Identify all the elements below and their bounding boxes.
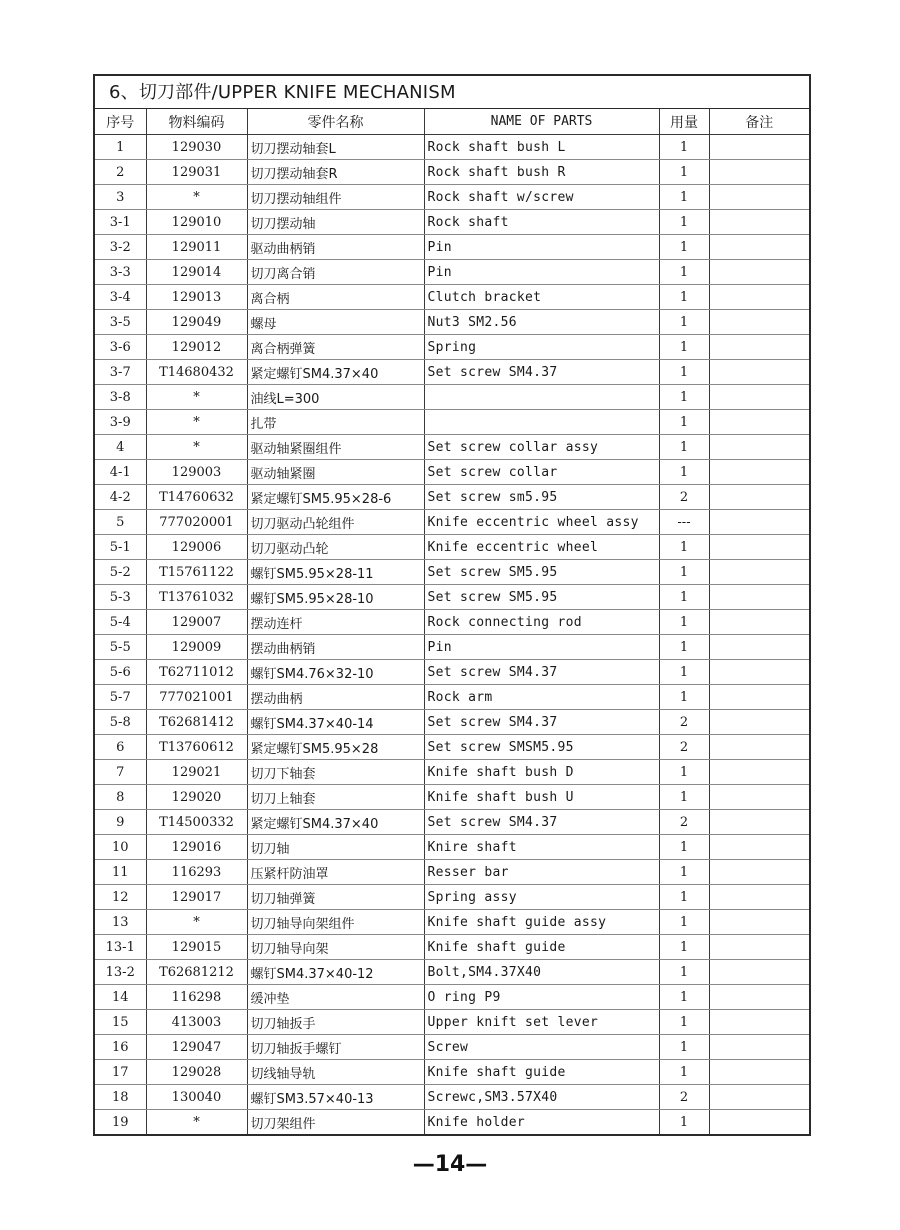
cell-code: 129015 bbox=[146, 935, 247, 960]
table-row bbox=[95, 310, 809, 335]
parts-list-page bbox=[93, 74, 811, 1136]
cell-seq: 3-6 bbox=[95, 335, 146, 360]
table-row bbox=[95, 435, 809, 460]
cell-note bbox=[709, 735, 809, 760]
cell-cn-name: 螺钉SM5.95×28-11 bbox=[247, 560, 424, 585]
cell-en-name: Rock shaft bush L bbox=[424, 135, 659, 160]
table-row bbox=[95, 535, 809, 560]
cell-qty: 1 bbox=[659, 460, 709, 485]
table-row bbox=[95, 610, 809, 635]
cell-en-name: O ring P9 bbox=[424, 985, 659, 1010]
cell-qty: 2 bbox=[659, 1085, 709, 1110]
cell-seq: 5-7 bbox=[95, 685, 146, 710]
cell-code: 777021001 bbox=[146, 685, 247, 710]
cell-qty: 1 bbox=[659, 360, 709, 385]
cell-cn-name: 螺钉SM3.57×40-13 bbox=[247, 1085, 424, 1110]
cell-qty: 1 bbox=[659, 985, 709, 1010]
cell-seq: 5-8 bbox=[95, 710, 146, 735]
cell-note bbox=[709, 410, 809, 435]
table-row bbox=[95, 635, 809, 660]
cell-cn-name: 切刀架组件 bbox=[247, 1110, 424, 1135]
cell-seq: 8 bbox=[95, 785, 146, 810]
cell-cn-name: 切刀轴扳手 bbox=[247, 1010, 424, 1035]
cell-en-name: Set screw SM4.37 bbox=[424, 810, 659, 835]
cell-note bbox=[709, 1060, 809, 1085]
table-row bbox=[95, 385, 809, 410]
table-row bbox=[95, 710, 809, 735]
cell-code: * bbox=[146, 1110, 247, 1135]
cell-cn-name: 切刀轴弹簧 bbox=[247, 885, 424, 910]
cell-en-name bbox=[424, 410, 659, 435]
table-row bbox=[95, 985, 809, 1010]
cell-code: 129017 bbox=[146, 885, 247, 910]
cell-note bbox=[709, 1010, 809, 1035]
cell-cn-name: 压紧杆防油罩 bbox=[247, 860, 424, 885]
cell-cn-name: 驱动轴紧圈 bbox=[247, 460, 424, 485]
cell-code: 129030 bbox=[146, 135, 247, 160]
header-en-name: NAME OF PARTS bbox=[424, 109, 659, 135]
cell-qty: 1 bbox=[659, 385, 709, 410]
cell-seq: 18 bbox=[95, 1085, 146, 1110]
header-cn-name: 零件名称 bbox=[247, 109, 424, 135]
cell-cn-name: 驱动曲柄销 bbox=[247, 235, 424, 260]
cell-seq: 5-6 bbox=[95, 660, 146, 685]
cell-en-name: Knife shaft guide bbox=[424, 935, 659, 960]
cell-cn-name: 螺钉SM5.95×28-10 bbox=[247, 585, 424, 610]
cell-en-name: Set screw collar assy bbox=[424, 435, 659, 460]
cell-seq: 2 bbox=[95, 160, 146, 185]
cell-en-name: Knife shaft bush D bbox=[424, 760, 659, 785]
table-row bbox=[95, 485, 809, 510]
cell-qty: 1 bbox=[659, 535, 709, 560]
cell-qty: 1 bbox=[659, 935, 709, 960]
cell-en-name: Pin bbox=[424, 260, 659, 285]
cell-code: T15761122 bbox=[146, 560, 247, 585]
cell-seq: 7 bbox=[95, 760, 146, 785]
cell-note bbox=[709, 835, 809, 860]
cell-qty: 1 bbox=[659, 960, 709, 985]
cell-seq: 15 bbox=[95, 1010, 146, 1035]
cell-qty: 1 bbox=[659, 760, 709, 785]
cell-en-name: Upper knift set lever bbox=[424, 1010, 659, 1035]
cell-code: 777020001 bbox=[146, 510, 247, 535]
cell-note bbox=[709, 810, 809, 835]
cell-en-name: Set screw SM4.37 bbox=[424, 360, 659, 385]
cell-note bbox=[709, 310, 809, 335]
cell-qty: 1 bbox=[659, 835, 709, 860]
table-row bbox=[95, 585, 809, 610]
cell-en-name bbox=[424, 385, 659, 410]
cell-en-name: Knife shaft guide bbox=[424, 1060, 659, 1085]
cell-code: 129006 bbox=[146, 535, 247, 560]
cell-code: T62711012 bbox=[146, 660, 247, 685]
table-row bbox=[95, 760, 809, 785]
cell-note bbox=[709, 510, 809, 535]
table-row bbox=[95, 735, 809, 760]
cell-cn-name: 螺钉SM4.76×32-10 bbox=[247, 660, 424, 685]
cell-note bbox=[709, 460, 809, 485]
cell-en-name: Bolt,SM4.37X40 bbox=[424, 960, 659, 985]
cell-seq: 3-9 bbox=[95, 410, 146, 435]
cell-seq: 16 bbox=[95, 1035, 146, 1060]
cell-cn-name: 切刀下轴套 bbox=[247, 760, 424, 785]
cell-qty: 2 bbox=[659, 485, 709, 510]
cell-cn-name: 螺母 bbox=[247, 310, 424, 335]
cell-seq: 13-2 bbox=[95, 960, 146, 985]
cell-note bbox=[709, 785, 809, 810]
cell-seq: 3-3 bbox=[95, 260, 146, 285]
cell-qty: 1 bbox=[659, 1035, 709, 1060]
cell-note bbox=[709, 285, 809, 310]
cell-en-name: Pin bbox=[424, 635, 659, 660]
table-row bbox=[95, 1110, 809, 1135]
table-row bbox=[95, 135, 809, 160]
cell-cn-name: 摆动连杆 bbox=[247, 610, 424, 635]
cell-note bbox=[709, 885, 809, 910]
cell-note bbox=[709, 135, 809, 160]
cell-qty: 1 bbox=[659, 1010, 709, 1035]
table-row bbox=[95, 835, 809, 860]
cell-code: 129007 bbox=[146, 610, 247, 635]
cell-code: * bbox=[146, 910, 247, 935]
cell-qty: 1 bbox=[659, 1110, 709, 1135]
table-row bbox=[95, 785, 809, 810]
cell-en-name: Set screw SMSM5.95 bbox=[424, 735, 659, 760]
cell-en-name: Knife shaft guide assy bbox=[424, 910, 659, 935]
cell-cn-name: 切刀摆动轴 bbox=[247, 210, 424, 235]
cell-seq: 9 bbox=[95, 810, 146, 835]
cell-qty: 1 bbox=[659, 610, 709, 635]
cell-cn-name: 驱动轴紧圈组件 bbox=[247, 435, 424, 460]
cell-qty: 1 bbox=[659, 185, 709, 210]
cell-note bbox=[709, 535, 809, 560]
cell-seq: 4 bbox=[95, 435, 146, 460]
cell-qty: 1 bbox=[659, 860, 709, 885]
cell-seq: 3-5 bbox=[95, 310, 146, 335]
cell-code: 129009 bbox=[146, 635, 247, 660]
cell-cn-name: 切刀轴扳手螺钉 bbox=[247, 1035, 424, 1060]
table-row bbox=[95, 860, 809, 885]
table-row bbox=[95, 260, 809, 285]
cell-code: 129047 bbox=[146, 1035, 247, 1060]
table-row bbox=[95, 235, 809, 260]
cell-qty: 1 bbox=[659, 310, 709, 335]
cell-qty: 1 bbox=[659, 660, 709, 685]
cell-code: 129031 bbox=[146, 160, 247, 185]
cell-en-name: Set screw collar bbox=[424, 460, 659, 485]
cell-cn-name: 切刀摆动轴套L bbox=[247, 135, 424, 160]
cell-note bbox=[709, 710, 809, 735]
cell-note bbox=[709, 1085, 809, 1110]
cell-note bbox=[709, 560, 809, 585]
cell-qty: 1 bbox=[659, 885, 709, 910]
cell-cn-name: 切刀驱动凸轮 bbox=[247, 535, 424, 560]
cell-en-name: Spring bbox=[424, 335, 659, 360]
cell-seq: 12 bbox=[95, 885, 146, 910]
table-row bbox=[95, 960, 809, 985]
cell-cn-name: 紧定螺钉SM4.37×40 bbox=[247, 810, 424, 835]
cell-code: 413003 bbox=[146, 1010, 247, 1035]
cell-seq: 5-4 bbox=[95, 610, 146, 635]
cell-code: * bbox=[146, 185, 247, 210]
cell-seq: 14 bbox=[95, 985, 146, 1010]
cell-en-name: Set screw SM5.95 bbox=[424, 585, 659, 610]
cell-note bbox=[709, 335, 809, 360]
cell-seq: 3 bbox=[95, 185, 146, 210]
cell-en-name: Set screw SM5.95 bbox=[424, 560, 659, 585]
cell-cn-name: 切刀驱动凸轮组件 bbox=[247, 510, 424, 535]
cell-note bbox=[709, 360, 809, 385]
table-row bbox=[95, 560, 809, 585]
cell-note bbox=[709, 435, 809, 460]
cell-qty: 1 bbox=[659, 260, 709, 285]
cell-qty: 2 bbox=[659, 810, 709, 835]
cell-note bbox=[709, 235, 809, 260]
cell-en-name: Set screw SM4.37 bbox=[424, 660, 659, 685]
cell-seq: 17 bbox=[95, 1060, 146, 1085]
cell-qty: 1 bbox=[659, 560, 709, 585]
table-row bbox=[95, 1085, 809, 1110]
cell-en-name: Screwc,SM3.57X40 bbox=[424, 1085, 659, 1110]
header-seq: 序号 bbox=[95, 109, 146, 135]
cell-code: T62681212 bbox=[146, 960, 247, 985]
cell-code: 129049 bbox=[146, 310, 247, 335]
cell-qty: 1 bbox=[659, 910, 709, 935]
cell-seq: 3-1 bbox=[95, 210, 146, 235]
cell-qty: 1 bbox=[659, 410, 709, 435]
cell-qty: 1 bbox=[659, 685, 709, 710]
cell-code: 129020 bbox=[146, 785, 247, 810]
cell-cn-name: 紧定螺钉SM5.95×28-6 bbox=[247, 485, 424, 510]
cell-code: 129003 bbox=[146, 460, 247, 485]
cell-cn-name: 切刀离合销 bbox=[247, 260, 424, 285]
cell-note bbox=[709, 760, 809, 785]
cell-cn-name: 摆动曲柄销 bbox=[247, 635, 424, 660]
cell-code: 129012 bbox=[146, 335, 247, 360]
cell-en-name: Knife eccentric wheel assy bbox=[424, 510, 659, 535]
table-row bbox=[95, 185, 809, 210]
table-row bbox=[95, 460, 809, 485]
cell-code: 129013 bbox=[146, 285, 247, 310]
cell-code: T14680432 bbox=[146, 360, 247, 385]
cell-en-name: Nut3 SM2.56 bbox=[424, 310, 659, 335]
cell-en-name: Knife eccentric wheel bbox=[424, 535, 659, 560]
cell-qty: 1 bbox=[659, 160, 709, 185]
cell-qty: 1 bbox=[659, 135, 709, 160]
cell-cn-name: 扎带 bbox=[247, 410, 424, 435]
header-qty: 用量 bbox=[659, 109, 709, 135]
cell-code: T13761032 bbox=[146, 585, 247, 610]
cell-qty: 1 bbox=[659, 785, 709, 810]
table-row bbox=[95, 160, 809, 185]
cell-note bbox=[709, 685, 809, 710]
cell-qty: 1 bbox=[659, 1060, 709, 1085]
cell-qty: 2 bbox=[659, 710, 709, 735]
cell-qty: 1 bbox=[659, 585, 709, 610]
cell-code: 129010 bbox=[146, 210, 247, 235]
section-title: 6、切刀部件/UPPER KNIFE MECHANISM bbox=[95, 76, 809, 109]
cell-en-name: Rock connecting rod bbox=[424, 610, 659, 635]
cell-seq: 6 bbox=[95, 735, 146, 760]
parts-table-header bbox=[95, 109, 809, 135]
cell-note bbox=[709, 1110, 809, 1135]
cell-en-name: Set screw SM4.37 bbox=[424, 710, 659, 735]
cell-en-name: Knire shaft bbox=[424, 835, 659, 860]
cell-note bbox=[709, 185, 809, 210]
table-row bbox=[95, 935, 809, 960]
cell-seq: 5-3 bbox=[95, 585, 146, 610]
cell-qty: --- bbox=[659, 510, 709, 535]
cell-seq: 3-8 bbox=[95, 385, 146, 410]
cell-cn-name: 切刀上轴套 bbox=[247, 785, 424, 810]
cell-code: 129011 bbox=[146, 235, 247, 260]
cell-en-name: Pin bbox=[424, 235, 659, 260]
cell-seq: 5-1 bbox=[95, 535, 146, 560]
cell-cn-name: 紧定螺钉SM5.95×28 bbox=[247, 735, 424, 760]
cell-en-name: Screw bbox=[424, 1035, 659, 1060]
cell-seq: 13-1 bbox=[95, 935, 146, 960]
cell-note bbox=[709, 960, 809, 985]
header-code: 物料编码 bbox=[146, 109, 247, 135]
cell-cn-name: 离合柄弹簧 bbox=[247, 335, 424, 360]
cell-code: T14500332 bbox=[146, 810, 247, 835]
cell-seq: 10 bbox=[95, 835, 146, 860]
table-row bbox=[95, 510, 809, 535]
cell-note bbox=[709, 485, 809, 510]
cell-en-name: Set screw sm5.95 bbox=[424, 485, 659, 510]
cell-note bbox=[709, 585, 809, 610]
table-row bbox=[95, 660, 809, 685]
cell-cn-name: 切刀摆动轴组件 bbox=[247, 185, 424, 210]
cell-seq: 13 bbox=[95, 910, 146, 935]
cell-en-name: Rock shaft w/screw bbox=[424, 185, 659, 210]
cell-en-name: Knife shaft bush U bbox=[424, 785, 659, 810]
table-row bbox=[95, 335, 809, 360]
header-row bbox=[95, 109, 809, 135]
cell-seq: 5-2 bbox=[95, 560, 146, 585]
cell-cn-name: 切刀轴导向架组件 bbox=[247, 910, 424, 935]
cell-seq: 4-2 bbox=[95, 485, 146, 510]
cell-code: T14760632 bbox=[146, 485, 247, 510]
cell-note bbox=[709, 160, 809, 185]
table-row bbox=[95, 360, 809, 385]
cell-code: 129028 bbox=[146, 1060, 247, 1085]
cell-qty: 1 bbox=[659, 210, 709, 235]
cell-seq: 11 bbox=[95, 860, 146, 885]
page-number: —14— bbox=[412, 1152, 488, 1177]
cell-cn-name: 油线L=300 bbox=[247, 385, 424, 410]
cell-note bbox=[709, 1035, 809, 1060]
table-row bbox=[95, 685, 809, 710]
cell-code: * bbox=[146, 435, 247, 460]
cell-code: * bbox=[146, 385, 247, 410]
cell-cn-name: 缓冲垫 bbox=[247, 985, 424, 1010]
cell-qty: 1 bbox=[659, 285, 709, 310]
table-row bbox=[95, 410, 809, 435]
cell-note bbox=[709, 910, 809, 935]
cell-seq: 5-5 bbox=[95, 635, 146, 660]
cell-note bbox=[709, 985, 809, 1010]
cell-note bbox=[709, 935, 809, 960]
table-row bbox=[95, 885, 809, 910]
cell-note bbox=[709, 385, 809, 410]
cell-seq: 3-2 bbox=[95, 235, 146, 260]
cell-note bbox=[709, 260, 809, 285]
cell-qty: 1 bbox=[659, 235, 709, 260]
cell-seq: 19 bbox=[111, 1114, 129, 1130]
cell-qty: 2 bbox=[659, 735, 709, 760]
cell-cn-name: 螺钉SM4.37×40-14 bbox=[247, 710, 424, 735]
cell-cn-name: 摆动曲柄 bbox=[247, 685, 424, 710]
cell-qty: 1 bbox=[659, 435, 709, 460]
cell-note bbox=[709, 635, 809, 660]
cell-seq: 3-7 bbox=[95, 360, 146, 385]
cell-cn-name: 紧定螺钉SM4.37×40 bbox=[247, 360, 424, 385]
parts-table bbox=[95, 109, 809, 1134]
cell-qty: 1 bbox=[659, 335, 709, 360]
cell-code: 129014 bbox=[146, 260, 247, 285]
cell-code: 130040 bbox=[146, 1085, 247, 1110]
cell-en-name: Spring assy bbox=[424, 885, 659, 910]
cell-note bbox=[709, 610, 809, 635]
cell-note bbox=[709, 210, 809, 235]
cell-cn-name: 离合柄 bbox=[247, 285, 424, 310]
cell-code: 116293 bbox=[146, 860, 247, 885]
cell-qty: 1 bbox=[659, 635, 709, 660]
cell-code: T13760612 bbox=[146, 735, 247, 760]
cell-seq: 4-1 bbox=[95, 460, 146, 485]
table-row bbox=[95, 1010, 809, 1035]
parts-table-body bbox=[95, 135, 809, 1135]
cell-seq: 1 bbox=[95, 135, 146, 160]
cell-code: 129021 bbox=[146, 760, 247, 785]
cell-code: 129016 bbox=[146, 835, 247, 860]
cell-note bbox=[709, 860, 809, 885]
table-row bbox=[95, 1035, 809, 1060]
table-row bbox=[95, 910, 809, 935]
cell-seq: 3-4 bbox=[95, 285, 146, 310]
cell-en-name: Rock arm bbox=[424, 685, 659, 710]
header-note: 备注 bbox=[709, 109, 809, 135]
cell-cn-name: 切刀摆动轴套R bbox=[247, 160, 424, 185]
cell-en-name: Rock shaft bush R bbox=[424, 160, 659, 185]
cell-en-name: Clutch bracket bbox=[424, 285, 659, 310]
cell-cn-name: 螺钉SM4.37×40-12 bbox=[247, 960, 424, 985]
cell-code: 116298 bbox=[146, 985, 247, 1010]
cell-code: * bbox=[146, 410, 247, 435]
table-row bbox=[95, 285, 809, 310]
table-row bbox=[95, 810, 809, 835]
cell-note bbox=[709, 660, 809, 685]
cell-cn-name: 切刀轴导向架 bbox=[247, 935, 424, 960]
cell-code: T62681412 bbox=[146, 710, 247, 735]
cell-seq: 5 bbox=[95, 510, 146, 535]
cell-cn-name: 切刀轴 bbox=[247, 835, 424, 860]
cell-cn-name: 切线轴导轨 bbox=[247, 1060, 424, 1085]
cell-en-name: Resser bar bbox=[424, 860, 659, 885]
cell-en-name: Knife holder bbox=[424, 1110, 659, 1135]
table-row bbox=[95, 1060, 809, 1085]
cell-en-name: Rock shaft bbox=[424, 210, 659, 235]
table-row bbox=[95, 210, 809, 235]
